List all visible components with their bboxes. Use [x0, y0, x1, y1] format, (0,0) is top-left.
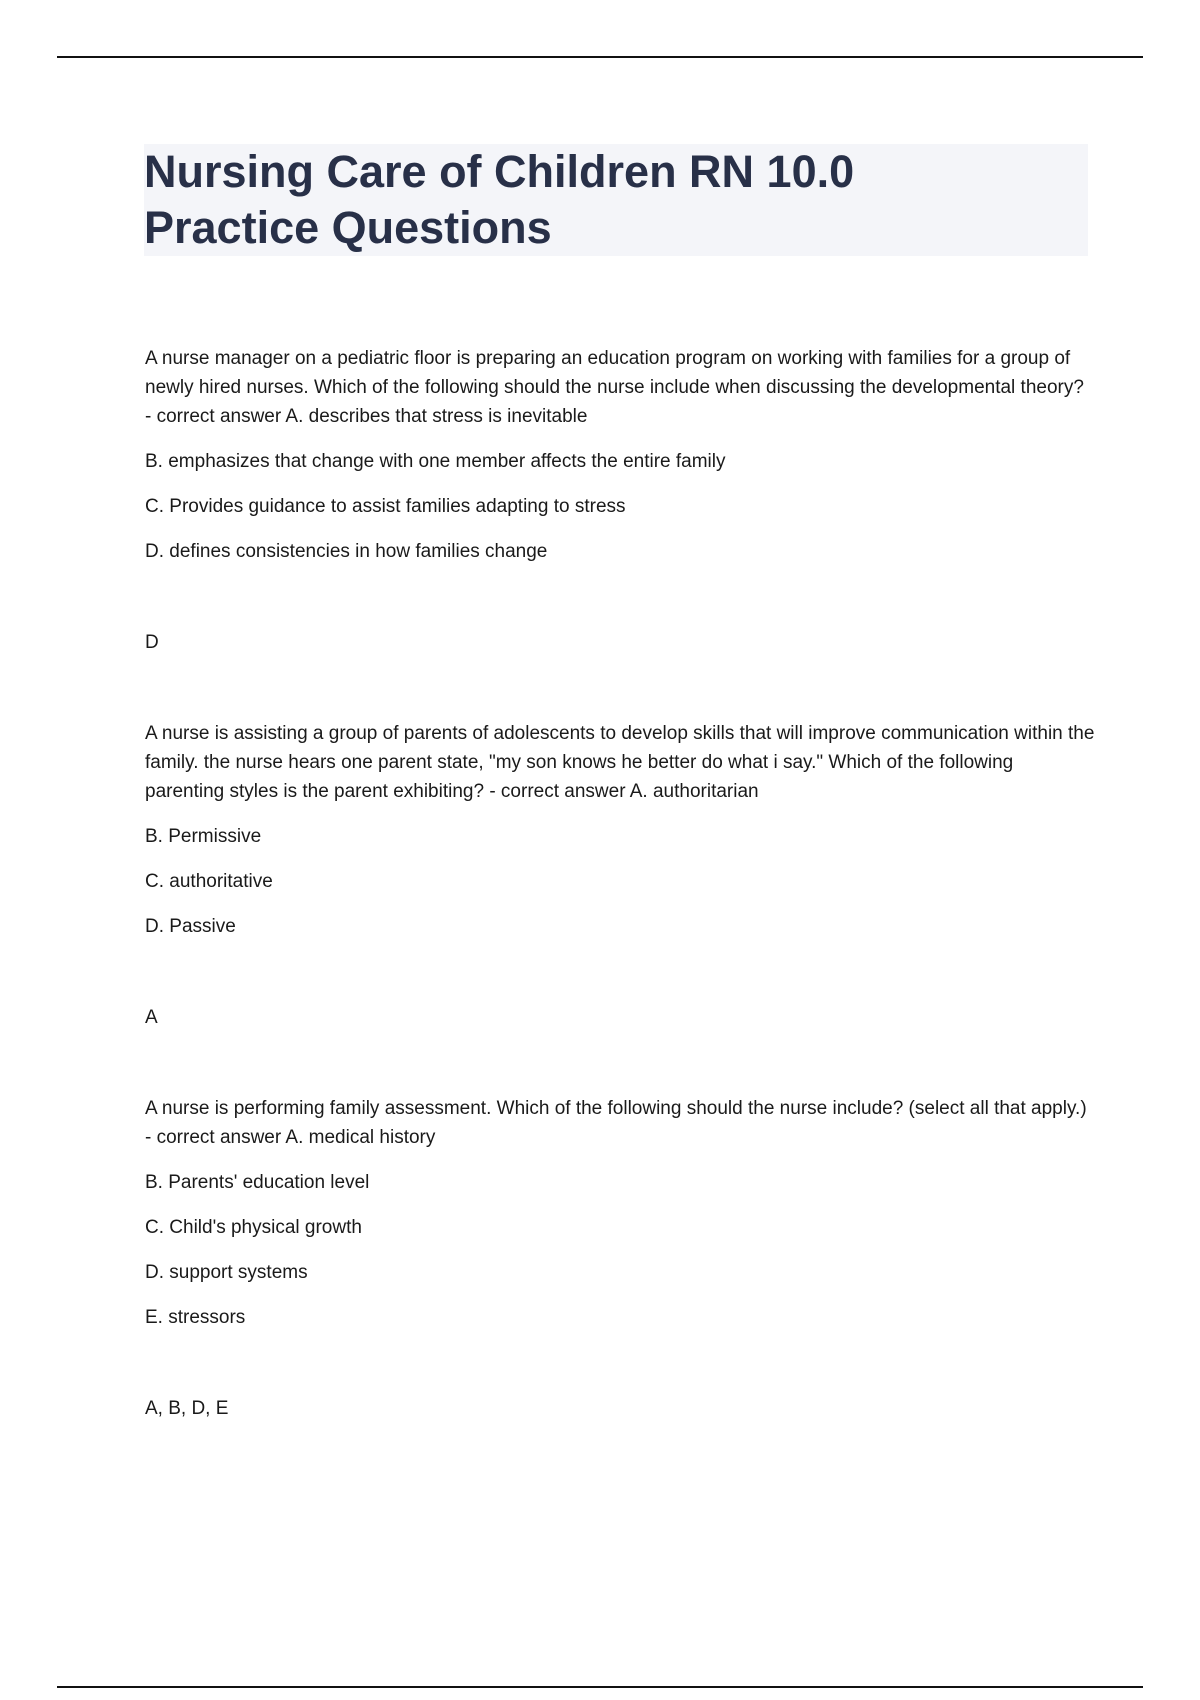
question-text: A nurse manager on a pediatric floor is preparing an education program on working with families for a group of newly hired nurses. Which of the following should the nurse include when discussing the developmental theory? - correct answer A. describes that stress is inevitable — [145, 348, 1084, 427]
answer-option: D. Passive — [145, 916, 236, 937]
question-text: A nurse is assisting a group of parents of adolescents to develop skills that will improve communication within the family. the nurse hears one parent state, "my son knows he better do what i say." Which of the following parenting styles is the parent exhibiting? - correct answer A. authoritarian — [145, 723, 1095, 802]
correct-answer: A — [145, 1007, 158, 1028]
title-line-2: Practice Questions — [144, 202, 552, 253]
answer-option: C. authoritative — [145, 871, 273, 892]
top-rule — [57, 56, 1143, 58]
answer-option: D. defines consistencies in how families change — [145, 541, 548, 562]
question-text: A nurse is performing family assessment. Which of the following should the nurse include? (select all that apply.) - correct answer A. medical history — [145, 1098, 1087, 1148]
question-block — [145, 719, 1095, 1032]
title-banner — [144, 144, 1088, 256]
title-line-1: Nursing Care of Children RN 10.0 — [144, 146, 855, 197]
answer-option: D. support systems — [145, 1262, 308, 1283]
question-block — [145, 344, 1095, 657]
page-title — [144, 144, 1088, 256]
correct-answer: D — [145, 632, 159, 653]
correct-answer: A, B, D, E — [145, 1398, 229, 1419]
bottom-rule — [57, 1686, 1143, 1688]
question-block — [145, 1094, 1095, 1423]
answer-option: B. Parents' education level — [145, 1172, 370, 1193]
answer-option: B. Permissive — [145, 826, 262, 847]
answer-option: C. Provides guidance to assist families adapting to stress — [145, 496, 626, 517]
answer-option: E. stressors — [145, 1307, 246, 1328]
answer-option: B. emphasizes that change with one member affects the entire family — [145, 451, 726, 472]
questions-list — [145, 344, 1095, 1423]
answer-option: C. Child's physical growth — [145, 1217, 362, 1238]
